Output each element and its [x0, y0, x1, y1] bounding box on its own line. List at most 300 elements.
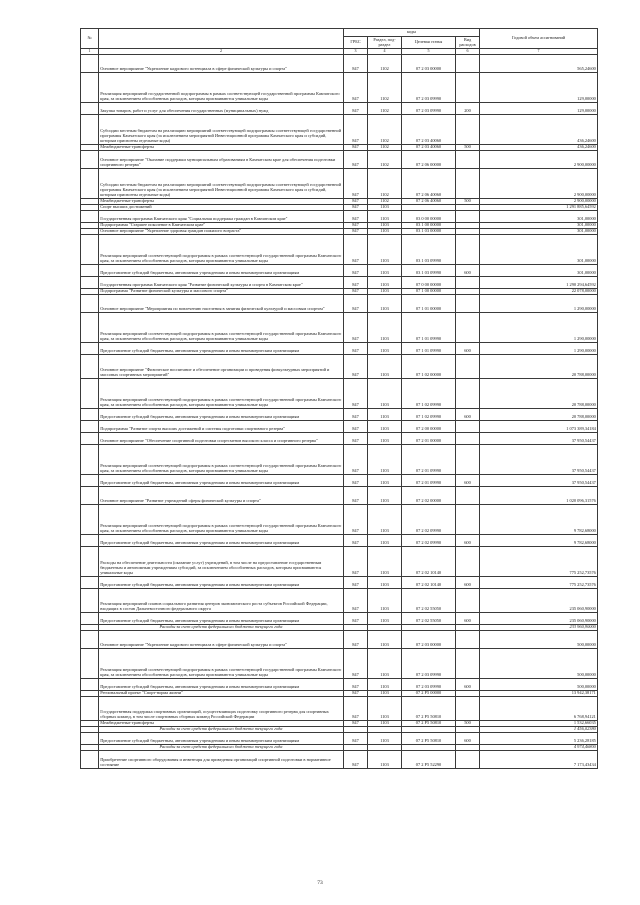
row-vid-cell: 600 — [456, 265, 480, 277]
row-num-cell — [81, 73, 99, 103]
row-tselevaya-cell: 07 2 02 55050 — [402, 613, 456, 625]
row-grbs-cell: 847 — [344, 295, 368, 313]
row-amount-cell: 9 782,68000 — [480, 505, 598, 535]
row-grbs-cell: 847 — [344, 649, 368, 679]
row-grbs-cell: 847 — [344, 313, 368, 343]
row-amount-cell: 129,00000 — [480, 103, 598, 115]
table-row — [81, 379, 598, 409]
row-tselevaya-cell: 07 2 01 00000 — [402, 433, 456, 445]
row-vid-cell — [456, 505, 480, 535]
row-tselevaya-cell: 07 2 02 10140 — [402, 577, 456, 589]
row-amount-cell: 1 532,66035 — [480, 721, 598, 727]
table-row — [81, 151, 598, 169]
row-razdel-cell: 1103 — [368, 277, 402, 289]
table-row — [81, 211, 598, 223]
row-razdel-cell: 1103 — [368, 445, 402, 475]
row-razdel-cell: 1103 — [368, 679, 402, 691]
row-vid-cell: 600 — [456, 343, 480, 355]
row-vid-cell: 600 — [456, 577, 480, 589]
row-grbs-cell: 847 — [344, 103, 368, 115]
row-amount-cell: 235 060,90000 — [480, 613, 598, 625]
row-razdel-cell: 1103 — [368, 409, 402, 421]
row-num-cell — [81, 487, 99, 505]
row-num-cell — [81, 751, 99, 769]
row-vid-cell: 600 — [456, 679, 480, 691]
row-razdel-cell: 1103 — [368, 229, 402, 235]
row-amount-cell: 37 950,54437 — [480, 475, 598, 487]
row-grbs-cell: 847 — [344, 409, 368, 421]
row-num-cell — [81, 505, 99, 535]
row-grbs-cell: 847 — [344, 169, 368, 199]
row-tselevaya-cell: 07 1 02 00000 — [402, 355, 456, 379]
row-name-cell: Региональный проект "Спорт-норма жизни" — [99, 691, 344, 697]
table-row — [81, 505, 598, 535]
table-row — [81, 577, 598, 589]
row-name-cell: Реализация мероприятий государственной подпрограммы в рамках соответствующей государственной программы Камчатского края, за исключением обособленных расходов, которым присваиваются уникальные коды — [99, 73, 344, 103]
row-name-cell: Предоставление субсидий бюджетным, автономным учреждениям и иным некоммерческим организациям — [99, 733, 344, 745]
row-razdel-cell: 1103 — [368, 589, 402, 613]
row-razdel-cell: 1103 — [368, 355, 402, 379]
row-vid-cell: 500 — [456, 199, 480, 205]
row-num-cell — [81, 589, 99, 613]
row-amount-cell: 1 290,00000 — [480, 295, 598, 313]
row-tselevaya-cell: 03 1 00 00000 — [402, 223, 456, 229]
row-grbs-cell: 847 — [344, 505, 368, 535]
row-amount-cell: 1 073 389,34184 — [480, 421, 598, 433]
row-grbs-cell: 847 — [344, 679, 368, 691]
row-grbs-cell: 847 — [344, 223, 368, 229]
row-razdel-cell: 1103 — [368, 313, 402, 343]
row-tselevaya-cell: 07 2 01 09990 — [402, 475, 456, 487]
row-num-cell — [81, 631, 99, 649]
table-body — [81, 55, 598, 769]
row-tselevaya-cell: 07 1 02 09990 — [402, 409, 456, 421]
row-amount-cell: 1 290,00000 — [480, 313, 598, 343]
row-vid-cell — [456, 649, 480, 679]
row-vid-cell — [456, 355, 480, 379]
table-row — [81, 697, 598, 721]
row-name-cell: Расходы на обеспечение деятельности (оказание услуг) учреждений, в том числе на предоставление государственным бюджетным и автономным учреждениям субсидий, за исключением обособленных расходов, которым присваиваются уникальные коды — [99, 547, 344, 577]
row-tselevaya-cell: 07 2 03 40060 — [402, 115, 456, 145]
table-row — [81, 295, 598, 313]
row-amount-cell: 129,00000 — [480, 73, 598, 103]
row-name-cell: Подпрограмма "Развитие спорта высших достижений и системы подготовки спортивного резерва" — [99, 421, 344, 433]
row-amount-cell: 775 252,73576 — [480, 547, 598, 577]
row-num-cell — [81, 343, 99, 355]
row-razdel-cell: 1103 — [368, 421, 402, 433]
row-name-cell: Основное мероприятие "Укрепление кадрового потенциала в сфере физической культуры и спорта" — [99, 55, 344, 73]
row-vid-cell: 600 — [456, 733, 480, 745]
row-tselevaya-cell: 07 2 02 55050 — [402, 589, 456, 613]
row-grbs-cell: 847 — [344, 199, 368, 205]
row-amount-cell: 37 950,54437 — [480, 433, 598, 445]
row-tselevaya-cell: 07 2 P5 50810 — [402, 697, 456, 721]
table-row — [81, 547, 598, 577]
row-razdel-cell: 1102 — [368, 103, 402, 115]
row-num-cell — [81, 277, 99, 289]
row-amount-cell: 301,00000 — [480, 229, 598, 235]
row-vid-cell — [456, 73, 480, 103]
table-row — [81, 679, 598, 691]
row-vid-cell: 500 — [456, 721, 480, 727]
row-num-cell — [81, 409, 99, 421]
col-number: 5 — [402, 49, 456, 55]
row-tselevaya-cell: 07 2 01 09990 — [402, 445, 456, 475]
row-name-cell: Расходы за счет средств федерального бюджета текущего года — [99, 625, 344, 631]
row-grbs-cell: 847 — [344, 535, 368, 547]
table-row — [81, 613, 598, 625]
row-tselevaya-cell: 03 1 03 09990 — [402, 235, 456, 265]
row-vid-cell — [456, 379, 480, 409]
table-row — [81, 631, 598, 649]
row-num-cell — [81, 475, 99, 487]
row-tselevaya-cell: 07 2 P5 52290 — [402, 751, 456, 769]
row-razdel-cell: 1102 — [368, 115, 402, 145]
row-grbs-cell: 847 — [344, 733, 368, 745]
row-name-cell: Межбюджетные трансферты — [99, 199, 344, 205]
row-num-cell — [81, 421, 99, 433]
row-razdel-cell: 1103 — [368, 475, 402, 487]
table-row — [81, 103, 598, 115]
row-name-cell: Государственная программа Камчатского края "Социальная поддержка граждан в Камчатском крае" — [99, 211, 344, 223]
row-amount-cell: 2 900,00000 — [480, 169, 598, 199]
row-name-cell: Приобретение спортивного оборудования и инвентаря для приведения организаций спортивной подготовки в нормативное состояние — [99, 751, 344, 769]
row-amount-cell: 13 942,38171 — [480, 691, 598, 697]
table-row — [81, 115, 598, 145]
row-amount-cell: 2 900,00000 — [480, 151, 598, 169]
col-header-codes: коды — [344, 29, 480, 37]
row-name-cell: Предоставление субсидий бюджетным, автономным учреждениям и иным некоммерческим организациям — [99, 475, 344, 487]
row-vid-cell: 600 — [456, 535, 480, 547]
row-tselevaya-cell: 07 2 03 09990 — [402, 103, 456, 115]
row-tselevaya-cell: 07 1 00 00000 — [402, 289, 456, 295]
row-grbs-cell: 847 — [344, 721, 368, 727]
row-razdel-cell: 1103 — [368, 505, 402, 535]
row-razdel-cell: 1103 — [368, 547, 402, 577]
row-razdel-cell: 1103 — [368, 613, 402, 625]
table-row — [81, 409, 598, 421]
row-name-cell: Основное мероприятие "Укрепление здоровья граждан пожилого возраста" — [99, 229, 344, 235]
row-grbs-cell: 847 — [344, 589, 368, 613]
table-row — [81, 313, 598, 343]
row-num-cell — [81, 547, 99, 577]
row-razdel-cell: 1103 — [368, 691, 402, 697]
row-tselevaya-cell: 07 1 01 09990 — [402, 313, 456, 343]
row-tselevaya-cell: 03 0 00 00000 — [402, 211, 456, 223]
row-amount-cell: 301,00000 — [480, 223, 598, 229]
row-vid-cell — [456, 55, 480, 73]
row-name-cell: Предоставление субсидий бюджетным, автономным учреждениям и иным некоммерческим организациям — [99, 535, 344, 547]
row-vid-cell — [456, 211, 480, 223]
col-header-razdel: Раздел, под-раздел — [368, 37, 402, 49]
table-row — [81, 235, 598, 265]
row-razdel-cell: 1102 — [368, 55, 402, 73]
row-razdel-cell: 1103 — [368, 343, 402, 355]
row-num-cell — [81, 649, 99, 679]
row-razdel-cell: 1102 — [368, 73, 402, 103]
row-grbs-cell: 847 — [344, 211, 368, 223]
row-razdel-cell: 1103 — [368, 235, 402, 265]
row-num-cell — [81, 265, 99, 277]
row-tselevaya-cell: 07 2 P5 50810 — [402, 733, 456, 745]
col-header-name — [99, 29, 344, 49]
row-grbs-cell: 847 — [344, 235, 368, 265]
row-num-cell — [81, 433, 99, 445]
row-vid-cell — [456, 631, 480, 649]
row-grbs-cell: 847 — [344, 631, 368, 649]
table-row — [81, 265, 598, 277]
row-name-cell: Реализация мероприятий соответствующей подпрограммы в рамках соответствующей государственной программы Камчатского края, за исключением обособленных расходов, которым присваиваются уникальные коды — [99, 235, 344, 265]
col-number: 3 — [344, 49, 368, 55]
row-tselevaya-cell: 07 2 03 00000 — [402, 631, 456, 649]
row-razdel-cell: 1103 — [368, 211, 402, 223]
row-tselevaya-cell: 07 1 01 00000 — [402, 295, 456, 313]
row-razdel-cell: 1102 — [368, 199, 402, 205]
row-amount-cell: 37 950,54437 — [480, 445, 598, 475]
row-amount-cell: 233 960,90000 — [480, 625, 598, 631]
row-name-cell: Субсидии местным бюджетам на реализацию мероприятий соответствующей подпрограммы соответствующей государственной программы Камчатского края (за исключением мероприятий Инвестиционной программы Камчатского края и субсидий, которым присвоены отдельные коды) — [99, 169, 344, 199]
row-amount-cell: 301,00000 — [480, 235, 598, 265]
col-header-tselevaya: Целевая статья — [402, 37, 456, 49]
row-grbs-cell: 847 — [344, 487, 368, 505]
table-row — [81, 433, 598, 445]
row-amount-cell: 1 291 885,64592 — [480, 205, 598, 211]
row-vid-cell: 500 — [456, 145, 480, 151]
row-amount-cell: 436,24600 — [480, 115, 598, 145]
row-name-cell: Предоставление субсидий бюджетным, автономным учреждениям и иным некоммерческим организациям — [99, 409, 344, 421]
row-grbs-cell: 847 — [344, 73, 368, 103]
row-name-cell: Закупка товаров, работ и услуг для обеспечения государственных (муниципальных) нужд — [99, 103, 344, 115]
row-amount-cell: 1 020 096,31576 — [480, 487, 598, 505]
row-amount-cell: 9 782,68000 — [480, 535, 598, 547]
row-amount-cell: 20 788,00000 — [480, 355, 598, 379]
table-row — [81, 589, 598, 613]
row-tselevaya-cell: 07 2 02 09990 — [402, 535, 456, 547]
row-razdel-cell: 1103 — [368, 751, 402, 769]
row-vid-cell — [456, 313, 480, 343]
table-row — [81, 343, 598, 355]
row-grbs-cell: 847 — [344, 475, 368, 487]
row-name-cell: Реализация мероприятий планов социального развития центров экономического роста субъектов Российской Федерации, входящих в состав Дальневосточного федерального округа — [99, 589, 344, 613]
row-razdel-cell: 1102 — [368, 169, 402, 199]
row-vid-cell — [456, 589, 480, 613]
row-name-cell: Реализация мероприятий соответствующей подпрограммы в рамках соответствующей государственной программы Камчатского края, за исключением обособленных расходов, которым присваиваются уникальные коды — [99, 313, 344, 343]
row-razdel-cell: 1103 — [368, 649, 402, 679]
col-header-grbs: ГРБС — [344, 37, 368, 49]
row-name-cell: Субсидии местным бюджетам на реализацию мероприятий соответствующей подпрограммы соответствующей государственной программы Камчатского края (за исключением мероприятий Инвестиционной программы Камчатского края и субсидий, которым присвоены отдельные коды) — [99, 115, 344, 145]
row-grbs-cell: 847 — [344, 445, 368, 475]
row-tselevaya-cell: 07 1 02 09990 — [402, 379, 456, 409]
row-razdel-cell: 1102 — [368, 151, 402, 169]
row-vid-cell — [456, 547, 480, 577]
row-name-cell: Межбюджетные трансферты — [99, 145, 344, 151]
row-grbs-cell: 847 — [344, 547, 368, 577]
row-tselevaya-cell: 07 2 00 00000 — [402, 421, 456, 433]
row-vid-cell — [456, 169, 480, 199]
row-name-cell: Предоставление субсидий бюджетным, автономным учреждениям и иным некоммерческим организациям — [99, 679, 344, 691]
row-razdel-cell: 1103 — [368, 295, 402, 313]
page-number: 73 — [317, 880, 323, 886]
row-tselevaya-cell: 07 2 06 40060 — [402, 199, 456, 205]
row-name-cell: Спорт высших достижений — [99, 205, 344, 211]
row-grbs-cell: 847 — [344, 289, 368, 295]
row-amount-cell: 500,00000 — [480, 679, 598, 691]
row-tselevaya-cell: 07 2 03 09990 — [402, 73, 456, 103]
row-amount-cell: 436,24600 — [480, 145, 598, 151]
row-tselevaya-cell: 07 2 02 10140 — [402, 547, 456, 577]
row-tselevaya-cell: 03 1 03 00000 — [402, 229, 456, 235]
row-grbs-cell: 847 — [344, 379, 368, 409]
table-row — [81, 445, 598, 475]
row-num-cell — [81, 535, 99, 547]
row-razdel-cell: 1102 — [368, 145, 402, 151]
row-name-cell: Реализация мероприятий соответствующей подпрограммы в рамках соответствующей государственной программы Камчатского края, за исключением обособленных расходов, которым присваиваются уникальные коды — [99, 445, 344, 475]
row-vid-cell — [456, 751, 480, 769]
table-row — [81, 649, 598, 679]
row-vid-cell — [456, 277, 480, 289]
row-grbs-cell: 847 — [344, 55, 368, 73]
table-row — [81, 169, 598, 199]
row-grbs-cell: 847 — [344, 343, 368, 355]
row-num-cell — [81, 55, 99, 73]
row-tselevaya-cell: 07 2 02 09990 — [402, 505, 456, 535]
row-name-cell: Реализация мероприятий соответствующей подпрограммы в рамках соответствующей государственной программы Камчатского края, за исключением обособленных расходов, которым присваиваются уникальные коды — [99, 649, 344, 679]
row-amount-cell: 301,00000 — [480, 211, 598, 223]
row-razdel-cell: 1103 — [368, 733, 402, 745]
row-num-cell — [81, 151, 99, 169]
table-row — [81, 355, 598, 379]
row-vid-cell: 600 — [456, 475, 480, 487]
row-tselevaya-cell: 07 2 06 40060 — [402, 169, 456, 199]
table-row — [81, 487, 598, 505]
row-num-cell — [81, 211, 99, 223]
row-amount-cell: 1 290,00000 — [480, 343, 598, 355]
row-grbs-cell: 847 — [344, 421, 368, 433]
row-vid-cell — [456, 697, 480, 721]
row-amount-cell: 565,24600 — [480, 55, 598, 73]
row-name-cell: Реализация мероприятий соответствующей подпрограммы в рамках соответствующей государственной программы Камчатского края, за исключением обособленных расходов, которым присваиваются уникальные коды — [99, 379, 344, 409]
row-grbs-cell: 847 — [344, 751, 368, 769]
col-header-vid: Вид расходов — [456, 37, 480, 49]
row-tselevaya-cell: 07 2 03 40060 — [402, 145, 456, 151]
col-number: 2 — [99, 49, 344, 55]
row-tselevaya-cell: 03 1 03 09990 — [402, 265, 456, 277]
row-grbs-cell: 847 — [344, 613, 368, 625]
row-tselevaya-cell: 07 0 00 00000 — [402, 277, 456, 289]
row-tselevaya-cell: 07 2 P5 00000 — [402, 691, 456, 697]
row-name-cell: Предоставление субсидий бюджетным, автономным учреждениям и иным некоммерческим организациям — [99, 577, 344, 589]
row-amount-cell: 500,00000 — [480, 649, 598, 679]
row-name-cell: Предоставление субсидий бюджетным, автономным учреждениям и иным некоммерческим организациям — [99, 613, 344, 625]
row-num-cell — [81, 577, 99, 589]
row-grbs-cell: 847 — [344, 115, 368, 145]
row-razdel-cell: 1103 — [368, 433, 402, 445]
row-amount-cell: 22 078,00000 — [480, 289, 598, 295]
col-number: 1 — [81, 49, 99, 55]
row-amount-cell: 5 236,28185 — [480, 733, 598, 745]
row-amount-cell: 235 060,90000 — [480, 589, 598, 613]
row-grbs-cell: 847 — [344, 433, 368, 445]
table-row — [81, 421, 598, 433]
row-vid-cell — [456, 151, 480, 169]
row-num-cell — [81, 445, 99, 475]
row-amount-cell: 1 290 294,64592 — [480, 277, 598, 289]
row-num-cell — [81, 733, 99, 745]
row-tselevaya-cell: 07 2 P5 50810 — [402, 721, 456, 727]
row-name-cell: Основное мероприятие "Мероприятия по вовлечению населения в занятия физической культурой и массовым спортом" — [99, 295, 344, 313]
row-grbs-cell: 847 — [344, 277, 368, 289]
row-name-cell: Государственная поддержка спортивных организаций, осуществляющих подготовку спортивного резерва для спортивных сборных команд, в том числе спортивных сборных команд Российской Федерации — [99, 697, 344, 721]
row-name-cell: Расходы за счет средств федерального бюджета текущего года — [99, 727, 344, 733]
row-vid-cell — [456, 235, 480, 265]
row-vid-cell — [456, 421, 480, 433]
row-vid-cell — [456, 433, 480, 445]
row-razdel-cell: 1103 — [368, 487, 402, 505]
row-amount-cell: 4 974,46800 — [480, 745, 598, 751]
table-row — [81, 733, 598, 745]
row-name-cell: Основное мероприятие "Физическое воспитание и обеспечение организации и проведения физкультурных мероприятий и массовых спортивных мероприятий" — [99, 355, 344, 379]
row-num-cell — [81, 169, 99, 199]
row-razdel-cell: 1103 — [368, 697, 402, 721]
row-tselevaya-cell: 07 1 01 09990 — [402, 343, 456, 355]
row-razdel-cell: 1103 — [368, 721, 402, 727]
table-row — [81, 751, 598, 769]
row-name-cell: Подпрограмма "Старшее поколение в Камчатском крае" — [99, 223, 344, 229]
row-razdel-cell: 1103 — [368, 535, 402, 547]
row-amount-cell: 2 900,00000 — [480, 199, 598, 205]
row-num-cell — [81, 103, 99, 115]
row-name-cell: Межбюджетные трансферты — [99, 721, 344, 727]
row-vid-cell: 600 — [456, 409, 480, 421]
row-grbs-cell: 847 — [344, 205, 368, 211]
row-vid-cell: 200 — [456, 103, 480, 115]
row-razdel-cell: 1103 — [368, 289, 402, 295]
row-razdel-cell: 1103 — [368, 577, 402, 589]
col-header-amount: Годовой объем ассигнований — [480, 29, 598, 49]
row-grbs-cell: 847 — [344, 145, 368, 151]
row-name-cell: Основное мероприятие "Обеспечение спортивной подготовки спортсменов высокого класса и спортивного резерва" — [99, 433, 344, 445]
row-grbs-cell: 847 — [344, 577, 368, 589]
row-razdel-cell: 1103 — [368, 223, 402, 229]
row-grbs-cell: 847 — [344, 265, 368, 277]
row-num-cell — [81, 679, 99, 691]
row-amount-cell: 7 173,43434 — [480, 751, 598, 769]
row-num-cell — [81, 379, 99, 409]
row-tselevaya-cell: 07 2 02 00000 — [402, 487, 456, 505]
col-number: 4 — [368, 49, 402, 55]
row-name-cell: Предоставление субсидий бюджетным, автономным учреждениям и иным некоммерческим организациям — [99, 265, 344, 277]
row-amount-cell: 6 768,94121 — [480, 697, 598, 721]
row-num-cell — [81, 355, 99, 379]
row-amount-cell: 500,00000 — [480, 631, 598, 649]
row-razdel-cell: 1103 — [368, 265, 402, 277]
row-num-cell — [81, 295, 99, 313]
row-vid-cell — [456, 295, 480, 313]
row-num-cell — [81, 235, 99, 265]
row-name-cell: Подпрограмма "Развитие физической культуры и массового спорта" — [99, 289, 344, 295]
row-vid-cell: 600 — [456, 613, 480, 625]
row-grbs-cell: 847 — [344, 691, 368, 697]
row-num-cell — [81, 115, 99, 145]
row-amount-cell: 1 456,02380 — [480, 727, 598, 733]
row-grbs-cell: 847 — [344, 697, 368, 721]
row-name-cell: Основное мероприятие "Оказание поддержки муниципальным образованиям в Камчатском крае для обеспечения подготовки спортивного резерва" — [99, 151, 344, 169]
row-razdel-cell: 1103 — [368, 205, 402, 211]
row-tselevaya-cell: 07 2 06 00000 — [402, 151, 456, 169]
table-row — [81, 475, 598, 487]
col-number: 7 — [480, 49, 598, 55]
row-name-cell: Государственная программа Камчатского края "Развитие физической культуры и спорта в Камчатском крае" — [99, 277, 344, 289]
